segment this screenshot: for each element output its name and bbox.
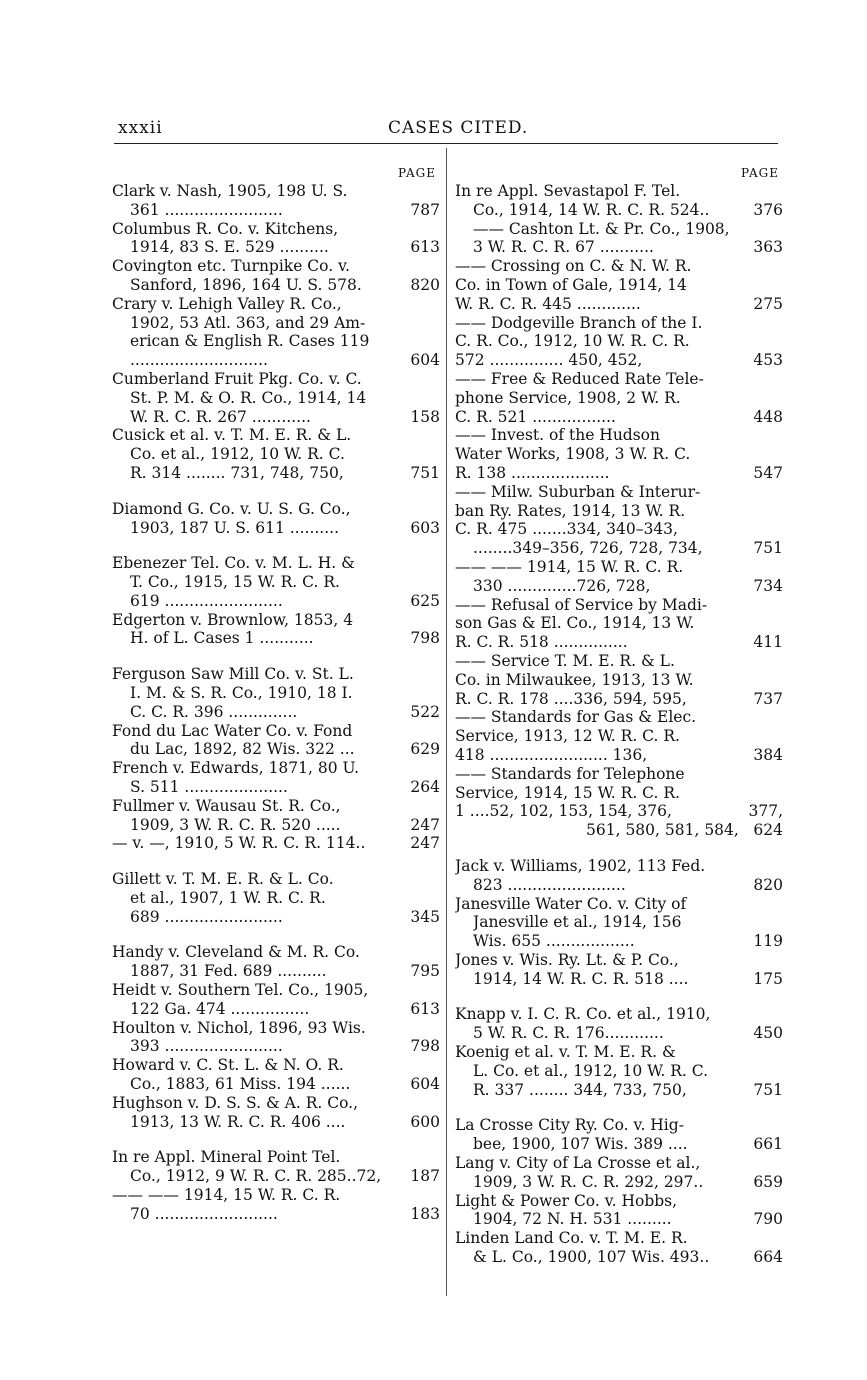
- entry-text: S. 511 .....................: [130, 778, 288, 796]
- entry-text: Ebenezer Tel. Co. v. M. L. H. &: [112, 554, 355, 572]
- index-entry-line: [455, 257, 783, 276]
- index-entry-line: [112, 426, 440, 445]
- page-reference: 522: [407, 703, 440, 722]
- entry-text: St. P. M. & O. R. Co., 1914, 14: [130, 389, 367, 407]
- index-entry-line: [473, 913, 783, 932]
- page-reference: 787: [407, 201, 440, 220]
- entry-text: C. R. 521 .................: [455, 408, 616, 426]
- entry-text: —— Standards for Gas & Elec.: [455, 708, 697, 726]
- index-entry-line: [473, 1135, 783, 1154]
- index-entry-line: [455, 1192, 783, 1211]
- entry-text: Houlton v. Nichol, 1896, 93 Wis.: [112, 1019, 366, 1037]
- entry-text: 1913, 13 W. R. C. R. 406 ....: [130, 1113, 346, 1131]
- entry-text: 1904, 72 N. H. 531 .........: [473, 1210, 672, 1228]
- index-entry-line: [130, 351, 440, 370]
- entry-text: Cusick et al. v. T. M. E. R. & L.: [112, 426, 352, 444]
- entry-text: 1 ....52, 102, 153, 154, 376,: [455, 802, 672, 820]
- entry-text: 122 Ga. 474 ................: [130, 1000, 310, 1018]
- entry-text: erican & English R. Cases 119: [130, 332, 370, 350]
- entry-text: Water Works, 1908, 3 W. R. C.: [455, 445, 691, 463]
- entry-text: — v. —, 1910, 5 W. R. C. R. 114..: [112, 834, 366, 852]
- entry-text: In re Appl. Mineral Point Tel.: [112, 1148, 341, 1166]
- index-entry-line: [473, 1024, 783, 1043]
- index-entry-line: [130, 1167, 440, 1186]
- index-entry-line: [112, 797, 440, 816]
- entry-text: Co., 1914, 14 W. R. C. R. 524..: [473, 201, 710, 219]
- index-entry-line: [455, 596, 783, 615]
- entry-text: ........349–356, 726, 728, 734,: [473, 539, 703, 557]
- entry-text: —— —— 1914, 15 W. R. C. R.: [455, 558, 684, 576]
- page-reference: 661: [750, 1135, 783, 1154]
- page-reference: 604: [407, 1075, 440, 1094]
- entry-text: —— Milw. Suburban & Interur-: [455, 483, 701, 501]
- index-entry-line: [112, 981, 440, 1000]
- page-reference: 264: [407, 778, 440, 797]
- entry-text: —— Service T. M. E. R. & L.: [455, 652, 675, 670]
- entry-text: Janesville et al., 1914, 156: [473, 913, 682, 931]
- index-entry-line: [455, 351, 783, 370]
- index-entry-line: [455, 746, 783, 765]
- index-entry-line: [130, 573, 440, 592]
- index-entry-line: [130, 408, 440, 427]
- entry-text: Clark v. Nash, 1905, 198 U. S.: [112, 182, 348, 200]
- entry-text: Koenig et al. v. T. M. E. R. &: [455, 1043, 676, 1061]
- index-entry-line: [130, 592, 440, 611]
- index-entry-line: [112, 1186, 440, 1205]
- index-entry-line: [112, 1094, 440, 1113]
- index-entry-line: [130, 629, 440, 648]
- index-entry-line: [112, 665, 440, 684]
- entry-text: C. C. R. 396 ..............: [130, 703, 298, 721]
- index-entry-line: [130, 201, 440, 220]
- index-entry-line: [130, 684, 440, 703]
- page-reference: 345: [407, 908, 440, 927]
- index-entry-line: [455, 633, 783, 652]
- index-entry-line: [112, 182, 440, 201]
- entry-text: 70 .........................: [130, 1205, 278, 1223]
- entry-text: R. 314 ........ 731, 748, 750,: [130, 464, 344, 482]
- index-entry-line: [112, 500, 440, 519]
- index-entry-line: [473, 220, 783, 239]
- index-entry-line: [473, 1210, 783, 1229]
- entry-text: French v. Edwards, 1871, 80 U.: [112, 759, 360, 777]
- index-entry-line: [455, 765, 783, 784]
- page-reference: 613: [407, 1000, 440, 1019]
- entry-text: 418 ........................ 136,: [455, 746, 648, 764]
- entry-text: C. R. 475 .......334, 340–343,: [455, 520, 678, 538]
- index-entry-line: [455, 295, 783, 314]
- index-entry-line: [473, 932, 783, 951]
- index-entry-line: [130, 740, 440, 759]
- index-entry-line: [455, 502, 783, 521]
- entry-text: son Gas & El. Co., 1914, 13 W.: [455, 614, 695, 632]
- entry-text: ban Ry. Rates, 1914, 13 W. R.: [455, 502, 686, 520]
- index-entry-line: [455, 1229, 783, 1248]
- index-entry-line: [130, 1000, 440, 1019]
- index-entry-line: [455, 276, 783, 295]
- index-entry-line: [455, 1005, 783, 1024]
- entry-text: W. R. C. R. 445 .............: [455, 295, 641, 313]
- entry-text: R. 138 ....................: [455, 464, 610, 482]
- index-entry-line: [112, 759, 440, 778]
- index-entry-line: [130, 889, 440, 908]
- page-reference: 377,: [745, 802, 783, 821]
- index-entry-line: [473, 539, 783, 558]
- index-entry-line: [130, 1205, 440, 1224]
- index-entry-line: [130, 703, 440, 722]
- page-column-heading: PAGE: [741, 166, 779, 180]
- index-entry-line: [455, 464, 783, 483]
- page-reference: 600: [407, 1113, 440, 1132]
- entry-text: Jones v. Wis. Ry. Lt. & P. Co.,: [455, 951, 679, 969]
- entry-text: 393 ........................: [130, 1037, 283, 1055]
- entry-text: —— Dodgeville Branch of the I.: [455, 314, 703, 332]
- entry-text: H. of L. Cases 1 ...........: [130, 629, 314, 647]
- index-entry-line: [455, 1154, 783, 1173]
- index-entry-line: [455, 671, 783, 690]
- entry-text: Covington etc. Turnpike Co. v.: [112, 257, 350, 275]
- entry-text: Knapp v. I. C. R. Co. et al., 1910,: [455, 1005, 711, 1023]
- index-entry-line: [130, 962, 440, 981]
- entry-text: C. R. Co., 1912, 10 W. R. C. R.: [455, 332, 690, 350]
- index-entry-line: [112, 257, 440, 276]
- index-entry-line: [473, 1173, 783, 1192]
- page-reference: 795: [407, 962, 440, 981]
- entry-text: L. Co. et al., 1912, 10 W. R. C.: [473, 1062, 709, 1080]
- entry-text: R. C. R. 518 ...............: [455, 633, 628, 651]
- entry-text: Co. in Milwaukee, 1913, 13 W.: [455, 671, 694, 689]
- index-entry-line: [112, 943, 440, 962]
- entry-text: ............................: [130, 351, 268, 369]
- index-entry-line: [473, 1248, 783, 1267]
- header-rule: [114, 143, 778, 144]
- entry-text: 619 ........................: [130, 592, 283, 610]
- entry-text: du Lac, 1892, 82 Wis. 322 ...: [130, 740, 355, 758]
- page-reference: 119: [750, 932, 783, 951]
- page-reference: 798: [407, 1037, 440, 1056]
- page-reference: 453: [750, 351, 783, 370]
- entry-text: In re Appl. Sevastapol F. Tel.: [455, 182, 681, 200]
- index-entry-line: [455, 520, 783, 539]
- page-reference: 820: [407, 276, 440, 295]
- entry-text: —— Invest. of the Hudson: [455, 426, 660, 444]
- page-column-heading: PAGE: [398, 166, 436, 180]
- entry-text: 689 ........................: [130, 908, 283, 926]
- page-number: xxxii: [118, 118, 163, 138]
- entry-text: Lang v. City of La Crosse et al.,: [455, 1154, 701, 1172]
- entry-text: Gillett v. T. M. E. R. & L. Co.: [112, 870, 334, 888]
- page-reference: 734: [750, 577, 783, 596]
- page-reference: 751: [750, 1081, 783, 1100]
- index-entry-line: [455, 182, 783, 201]
- page-reference: 603: [407, 519, 440, 538]
- index-entry-line: [455, 408, 783, 427]
- index-entry-line: [112, 370, 440, 389]
- index-entry-line: [130, 464, 440, 483]
- index-entry-line: [112, 1019, 440, 1038]
- page-reference: 751: [750, 539, 783, 558]
- entry-text: Columbus R. Co. v. Kitchens,: [112, 220, 339, 238]
- entry-text: 561, 580, 581, 584,: [586, 821, 739, 839]
- entry-text: 1903, 187 U. S. 611 ..........: [130, 519, 340, 537]
- page-reference: 790: [750, 1210, 783, 1229]
- entry-text: Co., 1883, 61 Miss. 194 ......: [130, 1075, 351, 1093]
- index-entry-line: [455, 951, 783, 970]
- entry-text: 1914, 83 S. E. 529 ..........: [130, 238, 329, 256]
- index-entry-line: [130, 238, 440, 257]
- index-entry-line: [130, 276, 440, 295]
- page-reference: 187: [407, 1167, 440, 1186]
- entry-text: —— Cashton Lt. & Pr. Co., 1908,: [473, 220, 730, 238]
- index-entry-line: [112, 295, 440, 314]
- index-entry-line: [455, 895, 783, 914]
- entry-text: Cumberland Fruit Pkg. Co. v. C.: [112, 370, 362, 388]
- page-reference: 820: [750, 876, 783, 895]
- index-entry-line: [455, 483, 783, 502]
- page-reference: 376: [750, 201, 783, 220]
- index-entry-line: [455, 857, 783, 876]
- index-entry-line: [473, 238, 783, 257]
- index-entry-line: [455, 708, 783, 727]
- entry-text: Howard v. C. St. L. & N. O. R.: [112, 1056, 344, 1074]
- page-reference: 158: [407, 408, 440, 427]
- index-entry-line: [455, 652, 783, 671]
- index-entry-line: [473, 970, 783, 989]
- entry-text: 330 ..............726, 728,: [473, 577, 651, 595]
- page-reference: 751: [407, 464, 440, 483]
- index-entry-line: [473, 876, 783, 895]
- entry-text: 823 ........................: [473, 876, 626, 894]
- entry-text: Jack v. Williams, 1902, 113 Fed.: [455, 857, 706, 875]
- index-entry-line: [455, 370, 783, 389]
- entry-text: phone Service, 1908, 2 W. R.: [455, 389, 681, 407]
- page-reference: 363: [750, 238, 783, 257]
- entry-text: W. R. C. R. 267 ............: [130, 408, 311, 426]
- index-entry-line: [130, 1113, 440, 1132]
- page-reference: 183: [407, 1205, 440, 1224]
- entry-text: 1887, 31 Fed. 689 ..........: [130, 962, 327, 980]
- index-entry-line: [455, 314, 783, 333]
- index-entry-line: [455, 802, 783, 821]
- entry-text: Diamond G. Co. v. U. S. G. Co.,: [112, 500, 351, 518]
- entry-text: Ferguson Saw Mill Co. v. St. L.: [112, 665, 354, 683]
- entry-text: Light & Power Co. v. Hobbs,: [455, 1192, 678, 1210]
- entry-text: Crary v. Lehigh Valley R. Co.,: [112, 295, 342, 313]
- entry-text: Co. in Town of Gale, 1914, 14: [455, 276, 687, 294]
- index-entry-line: [130, 778, 440, 797]
- entry-text: I. M. & S. R. Co., 1910, 18 I.: [130, 684, 353, 702]
- entry-text: & L. Co., 1900, 107 Wis. 493..: [473, 1248, 710, 1266]
- entry-text: Service, 1914, 15 W. R. C. R.: [455, 784, 680, 802]
- page-reference: 247: [407, 834, 440, 853]
- page-reference: 629: [407, 740, 440, 759]
- index-entry-line: [112, 611, 440, 630]
- entry-text: R. C. R. 178 ....336, 594, 595,: [455, 690, 687, 708]
- entry-text: Service, 1913, 12 W. R. C. R.: [455, 727, 680, 745]
- page-reference: 547: [750, 464, 783, 483]
- entry-text: Janesville Water Co. v. City of: [455, 895, 687, 913]
- entry-text: 1914, 14 W. R. C. R. 518 ....: [473, 970, 689, 988]
- index-entry-line: [130, 332, 440, 351]
- index-entry-line: [112, 554, 440, 573]
- index-entry-line: [130, 816, 440, 835]
- index-entry-line: [130, 314, 440, 333]
- entry-text: Fond du Lac Water Co. v. Fond: [112, 722, 353, 740]
- index-entry-line: [130, 519, 440, 538]
- index-entry-line: [455, 332, 783, 351]
- index-entry-line: [455, 1116, 783, 1135]
- page-reference: 659: [750, 1173, 783, 1192]
- page-reference: 275: [750, 295, 783, 314]
- index-entry-line: [455, 389, 783, 408]
- running-title: CASES CITED.: [388, 118, 529, 138]
- page-reference: 247: [407, 816, 440, 835]
- index-entry-line: [130, 908, 440, 927]
- index-entry-line: [130, 445, 440, 464]
- index-entry-line: [473, 1062, 783, 1081]
- page-reference: 175: [750, 970, 783, 989]
- entry-text: Linden Land Co. v. T. M. E. R.: [455, 1229, 688, 1247]
- entry-text: bee, 1900, 107 Wis. 389 ....: [473, 1135, 688, 1153]
- entry-text: 5 W. R. C. R. 176............: [473, 1024, 664, 1042]
- entry-text: T. Co., 1915, 15 W. R. C. R.: [130, 573, 340, 591]
- index-entry-line: [455, 727, 783, 746]
- page-reference: 664: [750, 1248, 783, 1267]
- index-entry-line: [130, 1037, 440, 1056]
- index-entry-line: [455, 614, 783, 633]
- entry-text: —— Free & Reduced Rate Tele-: [455, 370, 704, 388]
- index-entry-line: [586, 821, 783, 840]
- entry-text: 1909, 3 W. R. C. R. 520 .....: [130, 816, 341, 834]
- entry-text: Sanford, 1896, 164 U. S. 578.: [130, 276, 362, 294]
- index-entry-line: [473, 577, 783, 596]
- page-reference: 411: [750, 633, 783, 652]
- index-entry-line: [130, 1075, 440, 1094]
- entry-text: Fullmer v. Wausau St. R. Co.,: [112, 797, 341, 815]
- index-entry-line: [455, 445, 783, 464]
- page-reference: 798: [407, 629, 440, 648]
- page-reference: 384: [750, 746, 783, 765]
- page-reference: 625: [407, 592, 440, 611]
- entry-text: Co. et al., 1912, 10 W. R. C.: [130, 445, 345, 463]
- entry-text: 1909, 3 W. R. C. R. 292, 297..: [473, 1173, 704, 1191]
- index-entry-line: [455, 1043, 783, 1062]
- index-entry-line: [473, 201, 783, 220]
- entry-text: Handy v. Cleveland & M. R. Co.: [112, 943, 360, 961]
- index-entry-line: [112, 834, 440, 853]
- entry-text: Co., 1912, 9 W. R. C. R. 285..72,: [130, 1167, 382, 1185]
- entry-text: —— —— 1914, 15 W. R. C. R.: [112, 1186, 341, 1204]
- page-reference: 448: [750, 408, 783, 427]
- entry-text: —— Refusal of Service by Madi-: [455, 596, 708, 614]
- entry-text: 3 W. R. C. R. 67 ...........: [473, 238, 654, 256]
- entry-text: Heidt v. Southern Tel. Co., 1905,: [112, 981, 369, 999]
- index-entry-line: [112, 1148, 440, 1167]
- index-entry-line: [112, 220, 440, 239]
- entry-text: 1902, 53 Atl. 363, and 29 Am-: [130, 314, 366, 332]
- entry-text: 572 ............... 450, 452,: [455, 351, 643, 369]
- entry-text: et al., 1907, 1 W. R. C. R.: [130, 889, 326, 907]
- page-reference: 604: [407, 351, 440, 370]
- index-entry-line: [112, 1056, 440, 1075]
- entry-text: Hughson v. D. S. S. & A. R. Co.,: [112, 1094, 359, 1112]
- index-entry-line: [455, 690, 783, 709]
- entry-text: —— Standards for Telephone: [455, 765, 685, 783]
- entry-text: Wis. 655 ..................: [473, 932, 635, 950]
- entry-text: 361 ........................: [130, 201, 283, 219]
- page-reference: 450: [750, 1024, 783, 1043]
- index-entry-line: [455, 558, 783, 577]
- page-reference: 737: [750, 690, 783, 709]
- entry-text: La Crosse City Ry. Co. v. Hig-: [455, 1116, 684, 1134]
- page-reference: 624: [750, 821, 783, 840]
- index-entry-line: [112, 870, 440, 889]
- column-divider: [446, 148, 447, 1296]
- entry-text: R. 337 ........ 344, 733, 750,: [473, 1081, 687, 1099]
- index-entry-line: [473, 1081, 783, 1100]
- entry-text: —— Crossing on C. & N. W. R.: [455, 257, 692, 275]
- page-reference: 613: [407, 238, 440, 257]
- index-entry-line: [112, 722, 440, 741]
- entry-text: Edgerton v. Brownlow, 1853, 4: [112, 611, 354, 629]
- index-entry-line: [455, 784, 783, 803]
- index-entry-line: [455, 426, 783, 445]
- index-entry-line: [130, 389, 440, 408]
